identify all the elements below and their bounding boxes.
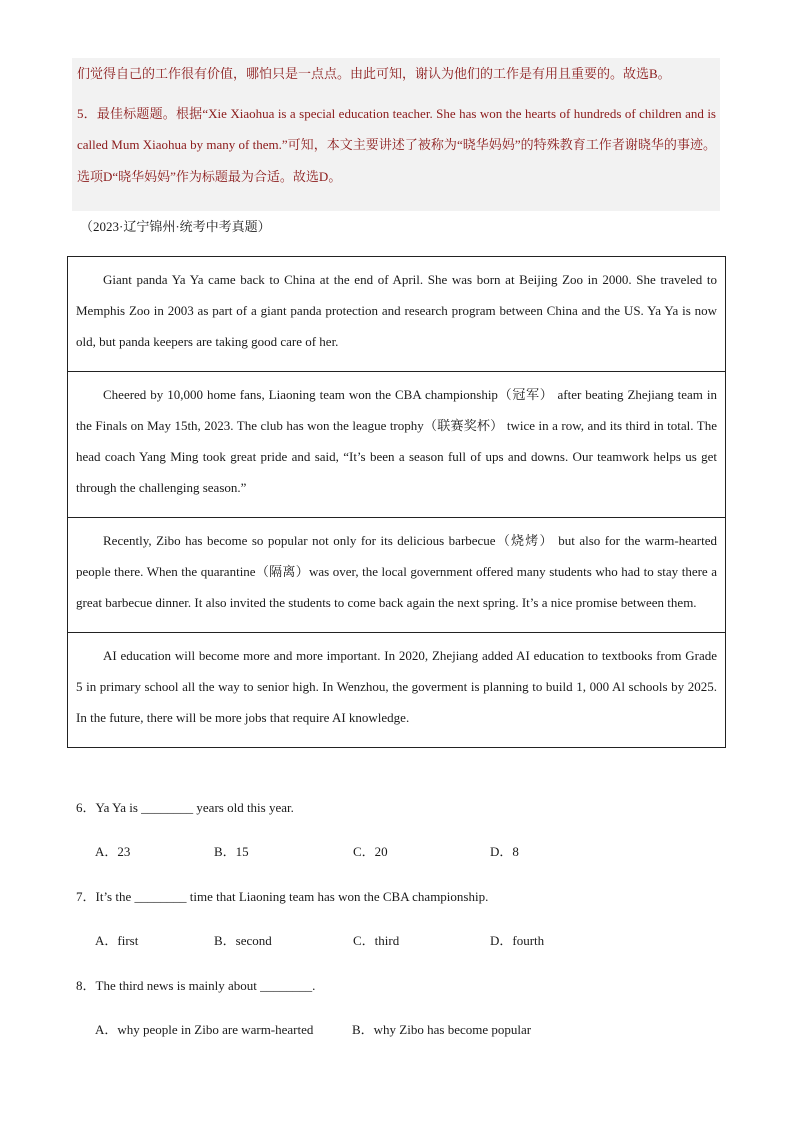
question-6-stem: 6．Ya Ya is ________ years old this year. [76, 800, 294, 815]
question-7-option-c[interactable]: C．third [353, 933, 400, 948]
news-item-zibo: Recently, Zibo has become so popular not only for its delicious barbecue（烧烤） but also for the warm-hearted people there. When the quarantine（隔离）was over, the local government offered many students who had to stay there a great barbecue dinner. It also invited the students to come back again the next spring. It’s a nice promise between them. [68, 517, 725, 632]
news-item-cba: Cheered by 10,000 home fans, Liaoning team won the CBA championship（冠军） after beating Zhejiang team in the Finals on May 15th, 2023. The club has won the league trophy（联赛奖杯） twice in a row, and its third in total. The head coach Yang Ming took great pride and said, “It’s been a season full of ups and downs. Our teamwork helps us get through the challenging season.” [68, 371, 725, 517]
news-item-ai: AI education will become more and more important. In 2020, Zhejiang added AI education to textbooks from Grade 5 in primary school all the way to senior high. In Wenzhou, the goverment is planning to build 1, 000 Al schools by 2025. In the future, there will be more jobs that require AI knowledge. [68, 632, 725, 747]
question-7-option-a[interactable]: A．first [95, 933, 139, 948]
question-8-option-a[interactable]: A．why people in Zibo are warm-hearted [95, 1022, 314, 1037]
question-8-option-b[interactable]: B．why Zibo has become popular [352, 1022, 532, 1037]
question-6-option-a[interactable]: A．23 [95, 844, 131, 859]
source-note: （2023·辽宁锦州·统考中考真题） [80, 219, 271, 234]
question-6-option-d[interactable]: D．8 [490, 844, 519, 859]
question-7-option-d[interactable]: D．fourth [490, 933, 545, 948]
question-6-option-c[interactable]: C．20 [353, 844, 388, 859]
question-7-option-b[interactable]: B．second [214, 933, 272, 948]
answer-explanation-box [72, 58, 720, 211]
question-7-stem: 7．It’s the ________ time that Liaoning team has won the CBA championship. [76, 889, 489, 904]
news-table [67, 256, 726, 748]
answer-q4-tail: 们觉得自己的工作很有价值，哪怕只是一点点。由此可知，谢认为他们的工作是有用且重要的。故选B。 [77, 66, 671, 81]
news-item-panda: Giant panda Ya Ya came back to China at the end of April. She was born at Beijing Zoo in 2000. She traveled to Memphis Zoo in 2003 as part of a giant panda protection and research program between China and the US. Ya Ya is now old, but panda keepers are taking good care of her. [76, 272, 717, 349]
question-8-stem: 8．The third news is mainly about ________. [76, 978, 316, 993]
question-6-option-b[interactable]: B．15 [214, 844, 249, 859]
answer-q5: 5．最佳标题题。根据“Xie Xiaohua is a special education teacher. She has won the hearts of hundreds of children and is called Mum Xiaohua by many of them.”可知，本文主要讲述了被称为“晓华妈妈”的特殊教育工作者谢晓华的事迹。选项D“晓华妈妈”作为标题最为合适。故选D。 [77, 105, 716, 184]
